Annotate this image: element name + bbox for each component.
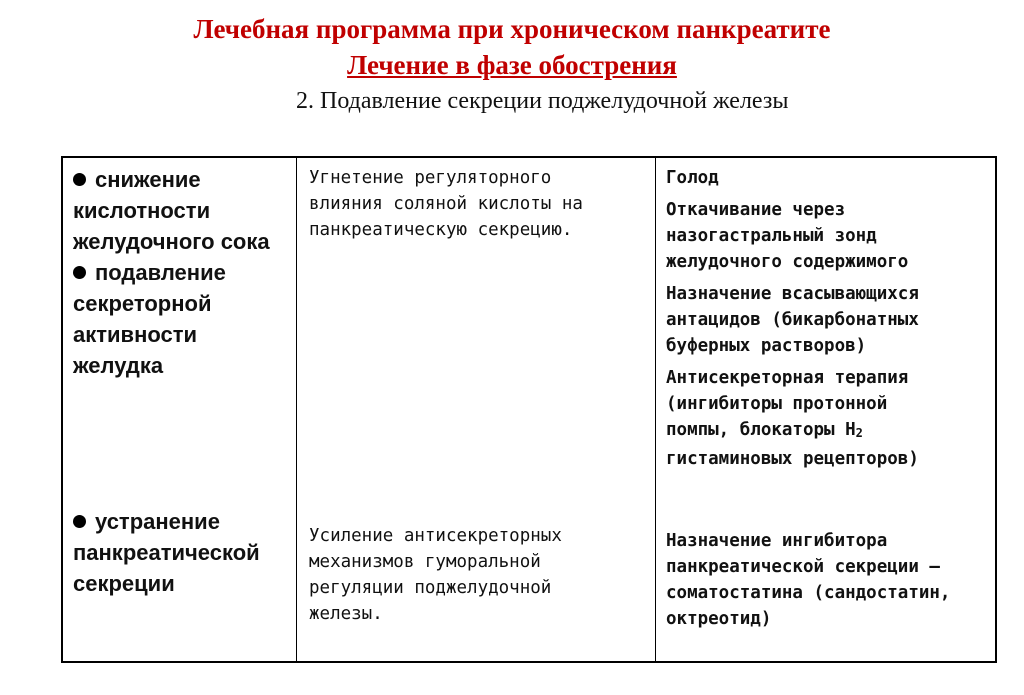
mechanism-line: панкреатическую секрецию. bbox=[309, 220, 573, 240]
method-line: Назначение ингибитора bbox=[666, 531, 888, 551]
goal-line: желудочного сока bbox=[73, 229, 270, 254]
page-subtitle: Лечение в фазе обострения bbox=[347, 50, 677, 80]
method-line: Назначение всасывающихся bbox=[666, 284, 919, 304]
mechanism-bottom bbox=[309, 523, 649, 627]
mechanism-line: регуляции поджелудочной bbox=[309, 578, 552, 598]
page-title: Лечебная программа при хроническом панкреатите bbox=[193, 14, 831, 44]
method-line: буферных растворов) bbox=[666, 336, 867, 356]
column-divider-2 bbox=[655, 158, 656, 661]
goal-line: подавление bbox=[95, 260, 226, 285]
method-item bbox=[666, 197, 994, 275]
method-line: (ингибиторы протонной bbox=[666, 394, 888, 414]
goal-line: снижение bbox=[95, 167, 201, 192]
method-line: Антисекреторная терапия bbox=[666, 368, 909, 388]
goal-item bbox=[73, 164, 293, 195]
mechanism-line: влияния соляной кислоты на bbox=[309, 194, 583, 214]
goals-column bbox=[73, 164, 293, 381]
method-line: октреотид) bbox=[666, 609, 772, 629]
method-line: соматостатина (сандостатин, bbox=[666, 583, 951, 603]
mechanism-line: Усиление антисекреторных bbox=[309, 526, 562, 546]
column-divider-1 bbox=[296, 158, 297, 661]
bullet-icon bbox=[73, 266, 86, 279]
mechanism-line: Угнетение регуляторного bbox=[309, 168, 552, 188]
method-line: антацидов (бикарбонатных bbox=[666, 310, 919, 330]
bullet-icon bbox=[73, 173, 86, 186]
method-item bbox=[666, 281, 994, 359]
goal-line: секреторной bbox=[73, 291, 212, 316]
method-line: желудочного содержимого bbox=[666, 252, 909, 272]
methods-column-bottom bbox=[666, 528, 994, 638]
method-line: панкреатической секреции – bbox=[666, 557, 940, 577]
method-line: гистаминовых рецепторов) bbox=[666, 449, 919, 469]
mechanism-line: механизмов гуморальной bbox=[309, 552, 541, 572]
method-item bbox=[666, 365, 994, 472]
methods-column bbox=[666, 165, 994, 478]
goal-line: устранение bbox=[95, 509, 220, 534]
method-item: Голод bbox=[666, 168, 719, 188]
goal-item bbox=[73, 506, 293, 537]
goal-line: активности bbox=[73, 322, 198, 347]
section-heading: 2. Подавление секреции поджелудочной железы bbox=[296, 88, 789, 114]
goal-line: секреции bbox=[73, 571, 175, 596]
method-line: Откачивание через bbox=[666, 200, 846, 220]
goals-column-bottom bbox=[73, 506, 293, 599]
goal-item bbox=[73, 257, 293, 288]
method-line: назогастральный зонд bbox=[666, 226, 877, 246]
bullet-icon bbox=[73, 515, 86, 528]
method-line: помпы, блокаторы Н bbox=[666, 420, 856, 440]
goal-line: кислотности bbox=[73, 198, 211, 223]
treatment-table bbox=[61, 156, 997, 663]
goal-line: панкреатической bbox=[73, 540, 260, 565]
mechanism-top bbox=[309, 165, 649, 243]
subscript: 2 bbox=[855, 426, 863, 440]
goal-line: желудка bbox=[73, 353, 164, 378]
method-item bbox=[666, 528, 994, 632]
mechanism-line: железы. bbox=[309, 604, 383, 624]
